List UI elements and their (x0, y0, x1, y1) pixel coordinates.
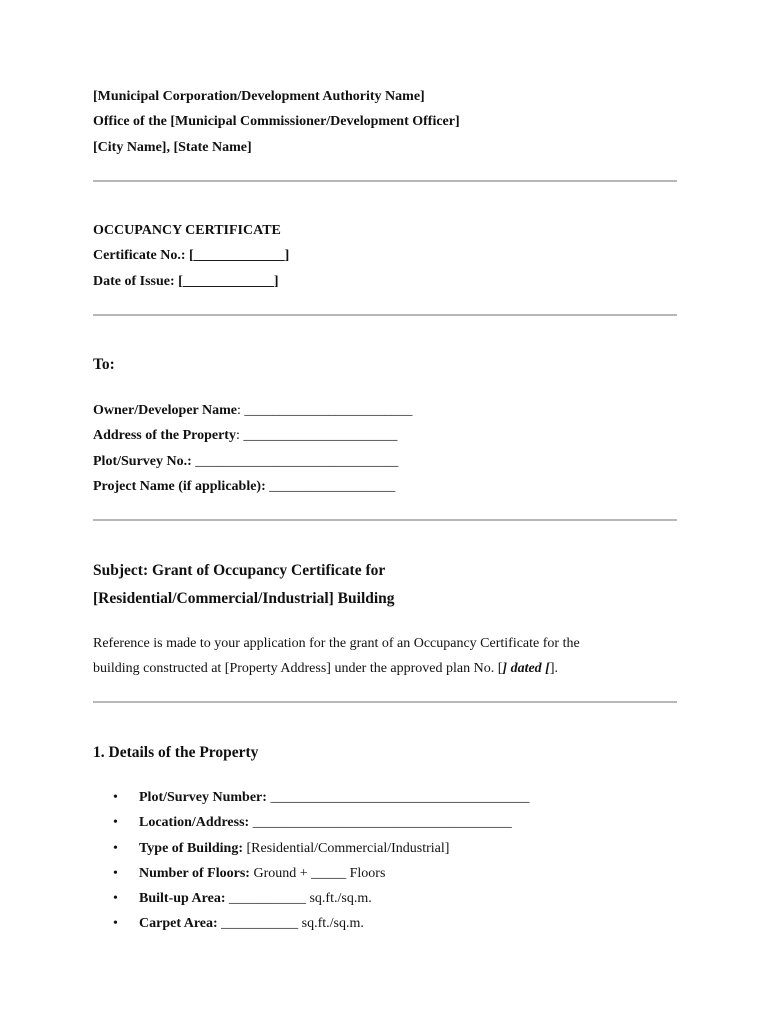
reference-line-2 (93, 656, 677, 681)
bullet: • (113, 916, 118, 932)
recipient-heading: To: (93, 356, 115, 373)
field-property-address (93, 423, 677, 448)
bullet: • (113, 891, 118, 907)
list-item (93, 911, 677, 936)
subject-line-1: Subject: Grant of Occupancy Certificate for (93, 562, 386, 579)
property-details-list (93, 785, 677, 937)
reference-text-end: ]. (549, 661, 559, 677)
field-project-name (93, 474, 677, 499)
certificate-number (93, 243, 677, 268)
field-blank: __________________ (269, 478, 396, 494)
authority-office: Office of the [Municipal Commissioner/Development Officer] (93, 114, 460, 130)
reference-plan-date: ] dated [ (502, 661, 550, 677)
recipient-fields (93, 398, 677, 499)
item-value: [Residential/Commercial/Industrial] (243, 840, 450, 856)
subject-line-2: [Residential/Commercial/Industrial] Building (93, 590, 395, 607)
item-label: Built-up Area: (139, 891, 226, 907)
item-label: Carpet Area: (139, 916, 218, 932)
item-value: Ground + _____ Floors (249, 865, 386, 881)
reference-paragraph (93, 631, 677, 682)
authority-location: [City Name], [State Name] (93, 139, 252, 155)
field-plot-survey (93, 449, 677, 474)
list-item (93, 810, 677, 835)
date-of-issue-label: Date of Issue: (93, 273, 179, 289)
bullet: • (113, 865, 118, 881)
field-label: Owner/Developer Name (93, 403, 237, 418)
item-value: _____________________________________ (266, 790, 530, 805)
field-owner-name (93, 398, 677, 423)
list-item (93, 886, 677, 911)
divider (93, 180, 677, 182)
date-of-issue-value: [_____________] (178, 273, 279, 289)
certificate-title: OCCUPANCY CERTIFICATE (93, 223, 281, 238)
certificate-number-label: Certificate No.: (93, 248, 190, 264)
field-blank: _____________________________ (195, 453, 399, 469)
divider (93, 701, 677, 703)
list-item (93, 836, 677, 861)
recipient-section (93, 352, 677, 377)
date-of-issue (93, 269, 677, 294)
property-details-section (93, 740, 677, 765)
subject-section (93, 557, 677, 613)
field-separator: : (235, 428, 244, 444)
authority-header (93, 84, 677, 160)
field-blank: ________________________ (244, 403, 413, 418)
bullet: • (113, 790, 118, 805)
certificate-info (93, 218, 677, 294)
item-label: Number of Floors: (139, 865, 250, 881)
list-item (93, 785, 677, 810)
field-separator: : (236, 403, 245, 418)
reference-text: building constructed at [Property Address] under the approved plan No. [ (93, 661, 503, 677)
divider (93, 519, 677, 521)
item-value: _____________________________________ (249, 815, 512, 831)
item-label: Plot/Survey Number: (139, 790, 267, 805)
field-label: Address of the Property (93, 428, 236, 444)
field-label: Project Name (if applicable): (93, 478, 266, 494)
item-label: Location/Address: (139, 815, 250, 831)
divider (93, 314, 677, 316)
certificate-number-value: [_____________] (189, 248, 290, 264)
item-value: ___________ sq.ft./sq.m. (217, 916, 364, 932)
item-value: ___________ sq.ft./sq.m. (225, 891, 372, 907)
section-title: 1. Details of the Property (93, 744, 259, 761)
authority-name: [Municipal Corporation/Development Authority Name] (93, 89, 425, 104)
field-label: Plot/Survey No.: (93, 453, 192, 469)
bullet: • (113, 840, 118, 856)
field-blank: ______________________ (243, 428, 398, 444)
reference-line-1: Reference is made to your application for the grant of an Occupancy Certificate for the (93, 636, 580, 651)
item-label: Type of Building: (139, 840, 243, 856)
bullet: • (113, 815, 118, 831)
list-item (93, 861, 677, 886)
